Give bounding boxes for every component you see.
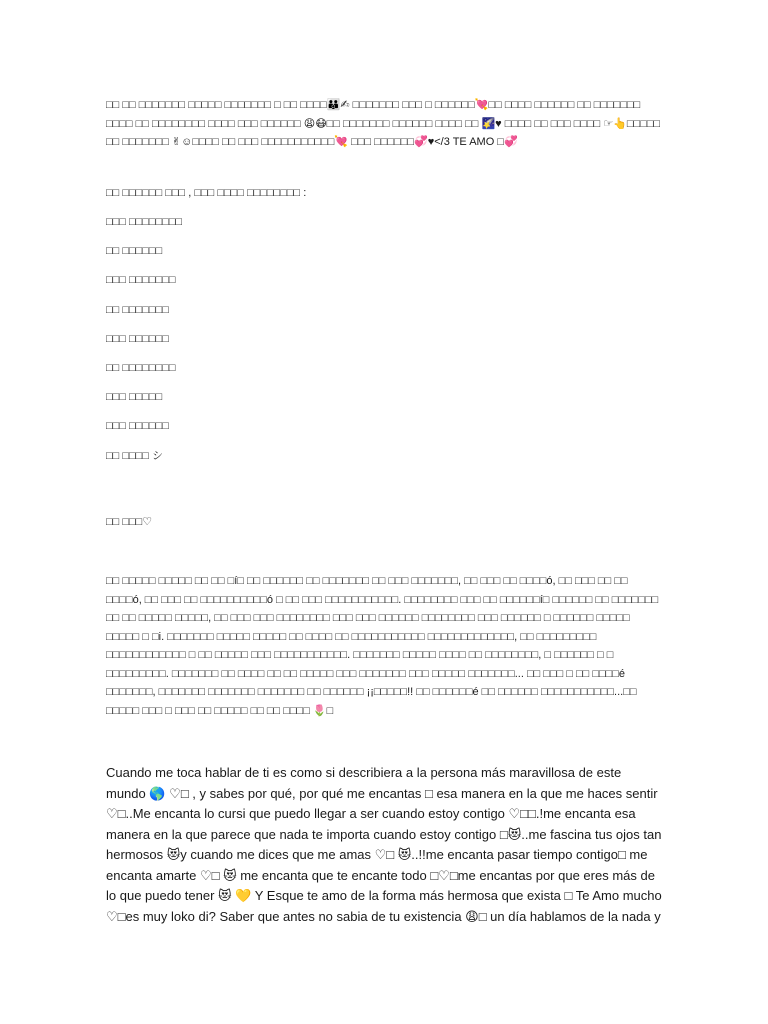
list-item: □□ □□□□ シ [106,449,163,462]
list-item: □□□ □□□□□□□ [106,274,176,287]
list-item: □□ □□□□□□□ [106,303,169,316]
signoff-line: □□ □□□♡ [106,516,153,528]
list-item: □□□ □□□□□□ [106,332,169,345]
paragraph-spanish: Cuando me toca hablar de ti es como si describiera a la persona más maravillosa de este mundo 🌎 ♡□ , y sabes por qué, por qué me encantas □ esa manera en la que me haces sentir ♡□..Me encanta lo cursi que puedo llegar a ser cuando estoy contigo ♡□□.!me encanta esa manera en la que parece que nada te importa cuando estoy contigo □😻..me fascina tus ojos tan hermosos 😻y cuando me dices que me amas ♡□ 😻..!!me encanta pasar tiempo contigo□ me encanta amarte ♡□ 😻 me encanta que te encante todo □♡□me encantas por que eres más de lo que puedo tener 😻 💛 Y Esque te amo de la forma más hermosa que exista □ Te Amo mucho ♡□es muy loko di? Saber que antes no sabia de tu existencia 😩□ un día hablamos de la nada y [106,765,662,924]
paragraph-symbols-1: □□ □□ □□□□□□□ □□□□□ □□□□□□□ □ □□ □□□□👪✍ □□□□□□□ □□□ □ □□□□□□💘□□ □□□□ □□□□□□ □□ □□□□□□□ □□□□ □□ □□□□□□□□ □□□□ □□□ □□□□□□ 😩😷□□ □□□□□□□ □□□□□□ □□□□ □□ 🌠♥ □□□□ □□ □□□ □□□□ ☞👆□□□□□ □□ □□□□□□□ ✌☺□□□□ □□ □□□ □□□□□□□□□□□💘 □□□ □□□□□□💞♥</3 TE AMO □💞 [106,99,661,148]
list-item: □□□ □□□□□ [106,391,163,404]
paragraph-symbols-2: □□ □□□□□ □□□□□ □□ □□ □í□ □□ □□□□□□ □□ □□□□□□□ □□ □□□ □□□□□□□, □□ □□□ □□ □□□□ó, □□ □□□ □□ □□ □□□□ó, □□ □□□ □□ □□□□□□□□□□ó □ □□ □□□ □□□□□□□□□□□. □□□□□□□□ □□□ □□ □□□□□□í□ □□□□□□ □□ □□□□□□□ □□ □□ □□□□□ □□□□□, □□ □□□ □□□ □□□□□□□□ □□□ □□□ □□□□□□ □□□□□□□□ □□□ □□□□□□ □ □□□□□□ □□□□□ □□□□□ □ □i. □□□□□□□ □□□□□ □□□□□ □□ □□□□ □□ □□□□□□□□□□□ □□□□□□□□□□□□□, □□ □□□□□□□□□ □□□□□□□□□□□□ □ □□ □□□□□ □□□ □□□□□□□□□□□. □□□□□□□ □□□□□ □□□□ □□ □□□□□□□□, □ □□□□□□ □ □ □□□□□□□□□. □□□□□□□ □□ □□□□ □□ □□ □□□□□ □□□ □□□□□□□ □□□ □□□□□ □□□□□□□... □□ □□□ □ □□ □□□□é □□□□□□□, □□□□□□□ □□□□□□□ □□□□□□□ □□ □□□□□□ ¡¡□□□□□!! □□ □□□□□□é □□ □□□□□□ □□□□□□□□□□□...□□ □□□□□ □□□ □ □□□ □□ □□□□□ □□ □□ □□□□ 🌷□ [106,575,659,717]
symbol-list [106,213,182,476]
list-item: □□□ □□□□□□□□ [106,216,183,228]
paragraph-intro: □□ □□□□□□ □□□ , □□□ □□□□ □□□□□□□□ : [106,187,307,199]
list-item: □□ □□□□□□ [106,245,163,258]
list-item: □□□ □□□□□□ [106,420,169,433]
list-item: □□ □□□□□□□□ [106,361,176,374]
